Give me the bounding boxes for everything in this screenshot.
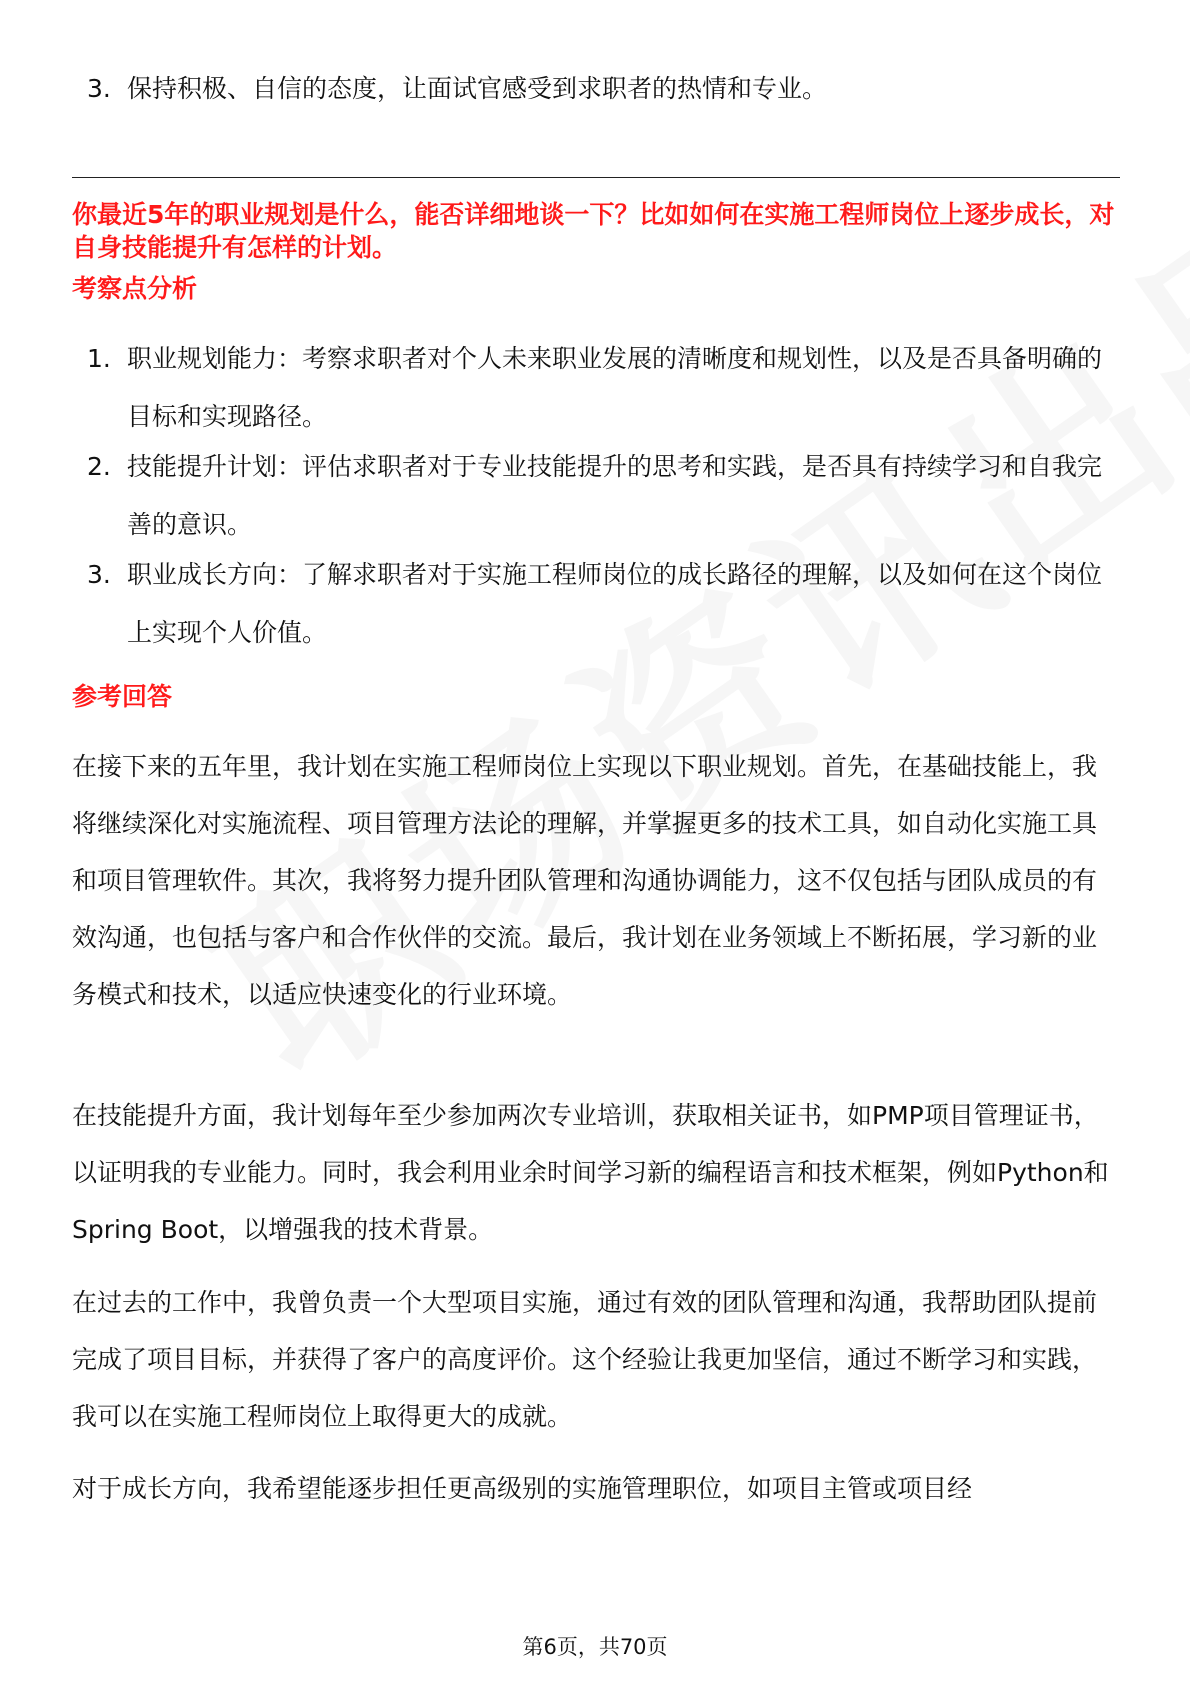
analysis-item [75, 438, 1115, 554]
answer-paragraph: 在技能提升方面，我计划每年至少参加两次专业培训，获取相关证书，如PMP项目管理证书，以证明我的专业能力。同时，我会利用业余时间学习新的编程语言和技术框架，例如Python和Spring Boot，以增强我的技术背景。 [72, 1101, 1109, 1244]
analysis-heading: 考察点分析 [72, 274, 198, 303]
analysis-item [75, 546, 1115, 662]
list-item-text: 技能提升计划：评估求职者对于专业技能提升的思考和实践，是否具有持续学习和自我完善的意识。 [127, 452, 1103, 539]
page-footer: 第6页，共70页 [522, 1635, 668, 1659]
analysis-item [75, 330, 1115, 446]
list-item-number: 1. [87, 344, 111, 373]
list-item-text: 职业成长方向：了解求职者对于实施工程师岗位的成长路径的理解，以及如何在这个岗位上实现个人价值。 [127, 560, 1103, 647]
list-item-number: 2. [87, 452, 111, 481]
previous-list-item [75, 60, 1115, 118]
list-item-text: 职业规划能力：考察求职者对个人未来职业发展的清晰度和规划性，以及是否具备明确的目标和实现路径。 [127, 344, 1103, 431]
answer-paragraph: 在过去的工作中，我曾负责一个大型项目实施，通过有效的团队管理和沟通，我帮助团队提前完成了项目目标，并获得了客户的高度评价。这个经验让我更加坚信，通过不断学习和实践，我可以在实施工程师岗位上取得更大的成就。 [72, 1288, 1098, 1431]
section-divider [72, 177, 1120, 178]
list-item-number: 3. [87, 74, 111, 103]
answer-paragraph: 在接下来的五年里，我计划在实施工程师岗位上实现以下职业规划。首先，在基础技能上，我将继续深化对实施流程、项目管理方法论的理解，并掌握更多的技术工具，如自动化实施工具和项目管理软件。其次，我将努力提升团队管理和沟通协调能力，这不仅包括与团队成员的有效沟通，也包括与客户和合作伙伴的交流。最后，我计划在业务领域上不断拓展，学习新的业务模式和技术，以适应快速变化的行业环境。 [72, 752, 1098, 1009]
interview-question: 你最近5年的职业规划是什么，能否详细地谈一下？比如如何在实施工程师岗位上逐步成长，对自身技能提升有怎样的计划。 [72, 200, 1115, 262]
answer-paragraph: 对于成长方向，我希望能逐步担任更高级别的实施管理职位，如项目主管或项目经 [72, 1474, 973, 1503]
list-item-number: 3. [87, 560, 111, 589]
answer-heading: 参考回答 [72, 682, 173, 711]
list-item-text: 保持积极、自信的态度，让面试官感受到求职者的热情和专业。 [127, 74, 828, 103]
